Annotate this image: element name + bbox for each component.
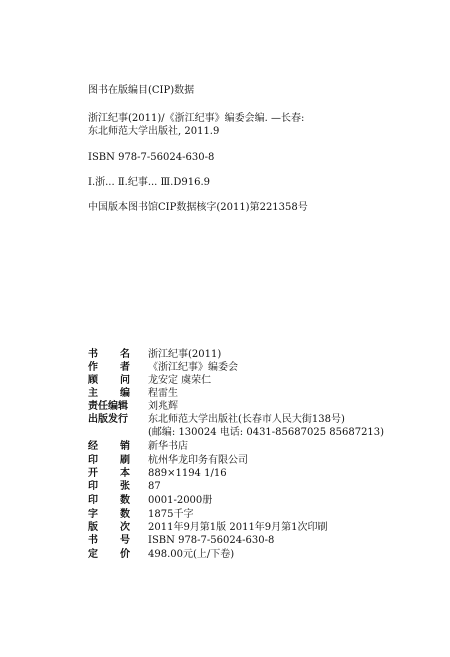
cip-publisher-line: 东北师范大学出版社, 2011.9 [88, 126, 220, 137]
colophon-value: 刘兆辉 [148, 401, 178, 412]
colophon-label: 定 价 [88, 549, 130, 560]
colophon-label: 书 号 [88, 535, 130, 546]
colophon-value: 杭州华龙印务有限公司 [148, 455, 248, 466]
colophon-value: (邮编: 130024 电话: 0431-85687025 85687213) [148, 427, 385, 438]
colophon-value: 889×1194 1/16 [148, 468, 227, 479]
colophon-value: 新华书店 [148, 441, 188, 452]
cip-isbn-line: ISBN 978-7-56024-630-8 [88, 152, 215, 163]
colophon-value: 浙江纪事(2011) [148, 349, 222, 360]
colophon-value: 498.00元(上/下卷) [148, 549, 235, 560]
colophon-label: 印 刷 [88, 455, 130, 466]
colophon-label: 经 销 [88, 441, 130, 452]
cip-title-line: 浙江纪事(2011)/《浙江纪事》编委会编. —长春: [88, 113, 305, 124]
colophon-value: 《浙江纪事》编委会 [148, 362, 238, 373]
colophon-value: 1875千字 [148, 509, 194, 520]
colophon-value: 87 [148, 481, 161, 492]
cip-core-line: 中国版本图书馆CIP数据核字(2011)第221358号 [88, 202, 308, 213]
cip-heading: 图书在版编目(CIP)数据 [88, 85, 195, 96]
cip-classification-line: Ⅰ.浙... Ⅱ.纪事... Ⅲ.D916.9 [88, 177, 211, 188]
colophon-label: 责任编辑 [88, 401, 128, 412]
colophon-label: 书 名 [88, 349, 130, 360]
colophon-value: ISBN 978-7-56024-630-8 [148, 535, 275, 546]
colophon-value: 2011年9月第1版 2011年9月第1次印刷 [148, 522, 328, 533]
colophon-value: 程雷生 [148, 388, 178, 399]
colophon-label: 作 者 [88, 362, 130, 373]
colophon-label: 字 数 [88, 509, 130, 520]
colophon-value: 龙安定 虞荣仁 [148, 375, 212, 386]
colophon-label: 版 次 [88, 522, 130, 533]
colophon-label: 顾 问 [88, 375, 130, 386]
colophon-label: 主 编 [88, 388, 130, 399]
colophon-value: 0001-2000册 [148, 495, 213, 506]
colophon-label: 开 本 [88, 468, 130, 479]
colophon-label: 印 数 [88, 495, 130, 506]
colophon-label: 印 张 [88, 481, 130, 492]
colophon-label: 出版发行 [88, 414, 128, 425]
colophon-value: 东北师范大学出版社(长春市人民大街138号) [148, 414, 345, 425]
